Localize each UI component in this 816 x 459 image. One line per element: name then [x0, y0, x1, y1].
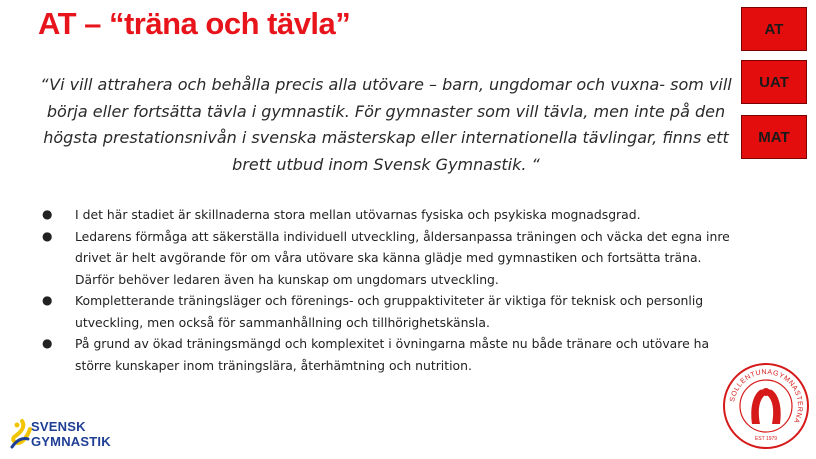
- bullet-icon: ●: [42, 228, 53, 243]
- bullet-text: På grund av ökad träningsmängd och komplexitet i övningarna måste nu både tränare och utövare ha större kunskaper inom träningslära, återhämtning och nutrition.: [75, 336, 710, 373]
- bullet-item: [42, 226, 732, 291]
- bullet-icon: ●: [42, 336, 53, 350]
- slide-title: AT – “träna och tävla”: [38, 6, 351, 41]
- bullet-list: [42, 204, 732, 376]
- bullet-item: [42, 333, 732, 376]
- bullet-icon: ●: [42, 293, 53, 307]
- club-emblem-logo: [722, 362, 810, 450]
- emblem-ring-text: SOLLENTUNAGYMNASTERNA: [729, 368, 804, 425]
- logo-line2: GYMNASTIK: [31, 434, 111, 449]
- quote-text: “Vi vill attrahera och behålla precis alla utövare – barn, ungdomar och vuxna- som vill börja eller fortsätta tävla i gymnastik. För gymnaster som vill tävla, men inte på den högsta prestationsnivån i svenska mästerskap eller internationella tävlingar, finns ett brett utbud inom Svensk Gymnastik. “: [40, 75, 732, 174]
- nav-button-uat[interactable]: UAT: [741, 60, 807, 104]
- bullet-text: Kompletterande träningsläger och förenings- och gruppaktiviteter är viktiga för teknisk och personlig utveckling, men också för sammanhållning och tillhörighetskänsla.: [75, 293, 704, 330]
- emblem-est-text: EST 1979: [754, 436, 778, 442]
- svensk-gymnastik-logo: [8, 417, 128, 453]
- bullet-text: Ledarens förmåga att säkerställa individuell utveckling, åldersanpassa träningen och väcka det egna inre drivet är helt avgörande för om våra utövare ska känna glädje med gymnastiken och fortsätta träna. Därför behöver ledaren även ha kunskap om ungdomars utveckling.: [75, 228, 730, 287]
- bullet-item: [42, 290, 732, 333]
- nav-button-at[interactable]: AT: [741, 7, 807, 51]
- bullet-icon: ●: [42, 207, 53, 221]
- nav-button-mat[interactable]: MAT: [741, 115, 807, 159]
- gymnast-logo-icon: [8, 417, 32, 451]
- bullet-item: [42, 204, 732, 226]
- logo-line1: SVENSK: [31, 419, 86, 434]
- bullet-text: I det här stadiet är skillnaderna stora mellan utövarnas fysiska och psykiska mognadsgrad.: [75, 207, 641, 222]
